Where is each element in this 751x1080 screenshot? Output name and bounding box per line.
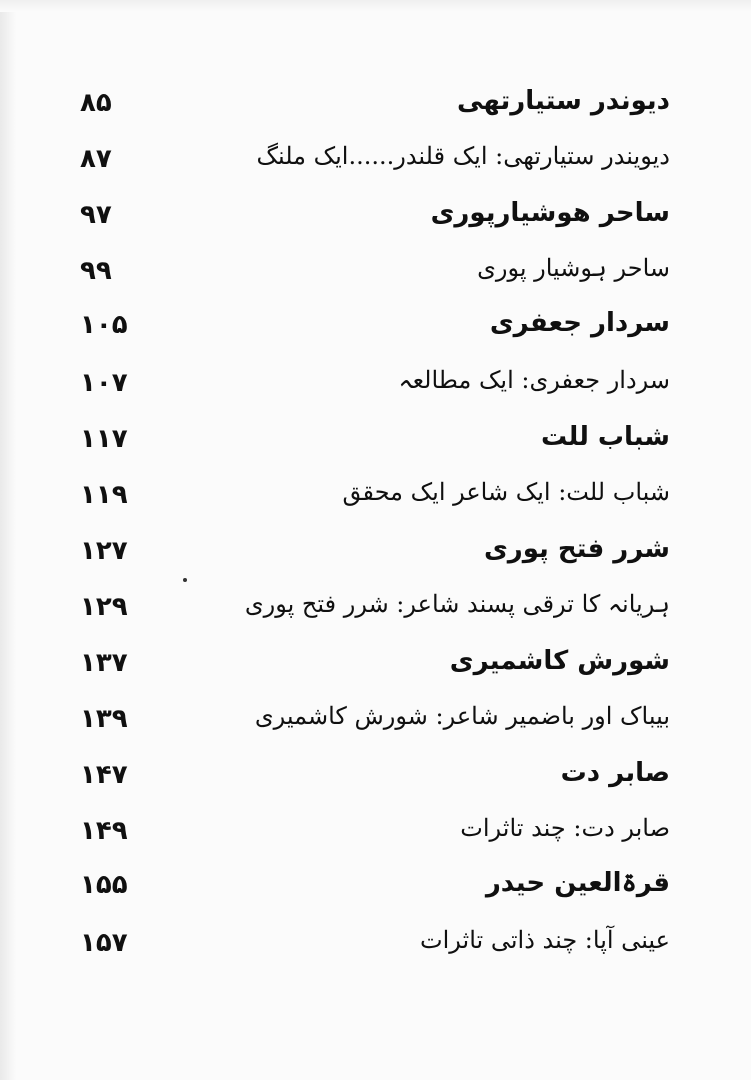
toc-row [60,752,670,808]
toc-row [60,862,670,918]
toc-row [60,528,670,584]
page-number: ۱۲۹ [80,592,128,622]
section-heading: صابر دت [560,758,670,788]
toc-row [60,136,670,192]
page-number: ۹۷ [80,200,112,230]
page-number: ۱۲۷ [80,536,128,566]
page-number: ۱۳۹ [80,704,128,734]
page-number: ۱۴۷ [80,760,128,790]
ink-speck [183,578,187,582]
toc-row [60,640,670,696]
page-number: ۹۹ [80,256,112,286]
page-number: ۱۱۷ [80,424,128,454]
page-number: ۱۱۹ [80,480,128,510]
toc-row [60,472,670,528]
article-title: سردار جعفری: ایک مطالعہ [398,366,670,394]
page-edge-top [0,0,751,12]
article-title: بیباک اور باضمیر شاعر: شورش کاشمیری [254,702,670,730]
toc-row [60,80,670,136]
section-heading: شورش کاشمیری [449,646,670,676]
page-number: ۱۵۵ [80,870,128,900]
section-heading: سردار جعفری [489,308,670,338]
toc-row [60,696,670,752]
section-heading: شرر فتح پوری [483,534,670,564]
toc-row [60,360,670,416]
article-title: عینی آپا: چند ذاتی تاثرات [420,926,670,954]
page-number: ۱۰۷ [80,368,128,398]
toc-row [60,302,670,358]
page-edge [0,0,16,1080]
toc-row [60,248,670,304]
toc-row [60,808,670,864]
page-number: ۱۳۷ [80,648,128,678]
section-heading: ساحر ھوشیارپوری [430,198,670,228]
section-heading: شباب للت [540,422,670,452]
toc-row [60,920,670,976]
toc-row [60,584,670,640]
article-title: صابر دت: چند تاثرات [460,814,670,842]
page-number: ۱۰۵ [80,310,128,340]
section-heading: قرۃالعین حیدر [485,868,670,898]
page-number: ۱۴۹ [80,816,128,846]
toc-row [60,192,670,248]
article-title: ہریانہ کا ترقی پسند شاعر: شرر فتح پوری [244,590,670,618]
toc-row [60,416,670,472]
section-heading: دیوندر ستیارتھی [457,86,670,116]
page-number: ۸۷ [80,144,112,174]
page-number: ۱۵۷ [80,928,128,958]
article-title: شباب للت: ایک شاعر ایک محقق [342,478,670,506]
article-title: دیویندر ستیارتھی: ایک قلندر......ایک ملنگ [256,142,670,170]
article-title: ساحر ہوشیار پوری [477,254,670,282]
page-number: ۸۵ [80,88,112,118]
